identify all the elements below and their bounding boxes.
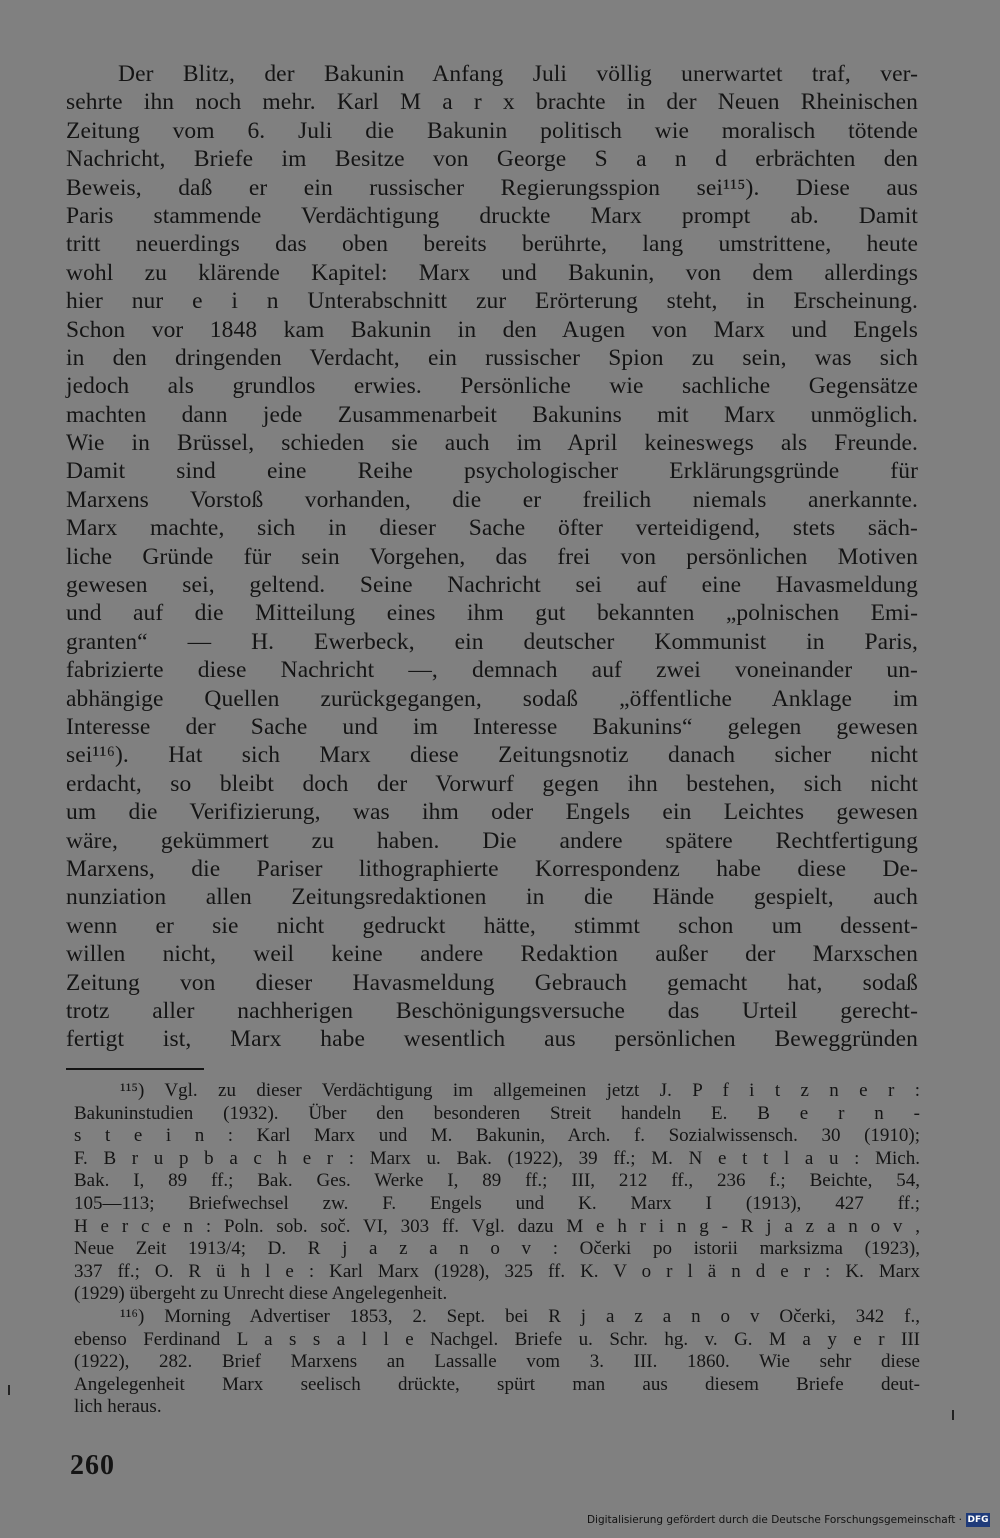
footnotes	[74, 1080, 920, 1419]
scan-artifact	[952, 1410, 954, 1420]
body-line: Schon vor 1848 kam Bakunin in den Augen von Marx und Engels	[66, 316, 918, 343]
dfg-logo: DFG	[967, 1515, 989, 1525]
body-line: Paris stammende Verdächtigung druckte Marx prompt ab. Damit	[66, 202, 918, 229]
body-line: Zeitung von dieser Havasmeldung Gebrauch gemacht hat, sodaß	[66, 969, 918, 996]
footnote-line: s t e i n : Karl Marx und M. Bakunin, Arch. f. Sozialwissensch. 30 (1910);	[74, 1125, 920, 1147]
digitization-credit: Digitalisierung gefördert durch die Deutsche Forschungsgemeinschaft ·	[586, 1514, 962, 1526]
body-line: Interesse der Sache und im Interesse Bakunins“ gelegen gewesen	[66, 713, 918, 740]
footnote-line: ebenso Ferdinand L a s s a l l e Nachgel. Briefe u. Schr. hg. v. G. M a y e r III	[74, 1328, 920, 1350]
footnote-line: lich heraus.	[74, 1396, 162, 1418]
footnote-line: 337 ff.; O. R ü h l e : Karl Marx (1928), 325 ff. K. V o r l ä n d e r : K. Marx	[74, 1260, 920, 1282]
body-line: und auf die Mitteilung eines ihm gut bekannten „polnischen Emi-	[66, 600, 918, 627]
body-line: machten dann jede Zusammenarbeit Bakunins mit Marx unmöglich.	[66, 401, 918, 428]
body-line: sehrte ihn noch mehr. Karl M a r x brachte in der Neuen Rheinischen	[66, 89, 918, 116]
body-line: Marxens, die Pariser lithographierte Korrespondenz habe diese De-	[66, 855, 918, 882]
body-line: sei¹¹⁶). Hat sich Marx diese Zeitungsnotiz danach sicher nicht	[66, 742, 918, 769]
footnote-divider	[66, 1068, 204, 1070]
body-line: wäre, gekümmert zu haben. Die andere spätere Rechtfertigung	[66, 827, 918, 854]
footnote-line: Angelegenheit Marx seelisch drückte, spürt man aus diesem Briefe deut-	[74, 1373, 920, 1395]
body-line: abhängige Quellen zurückgegangen, sodaß „öffentliche Anklage im	[66, 685, 918, 712]
body-line: Marx machte, sich in dieser Sache öfter verteidigend, stets säch-	[66, 515, 918, 542]
footnote-line: (1922), 282. Brief Marxens an Lassalle vom 3. III. 1860. Wie sehr diese	[74, 1351, 920, 1373]
body-line: nunziation allen Zeitungsredaktionen in die Hände gespielt, auch	[66, 884, 918, 911]
body-line: wohl zu klärende Kapitel: Marx und Bakunin, von dem allerdings	[66, 259, 918, 286]
body-line: hier nur e i n Unterabschnitt zur Erörterung steht, in Erscheinung.	[66, 288, 918, 315]
page-number: 260	[70, 1450, 115, 1481]
body-line: Marxens Vorstoß vorhanden, die er freilich niemals anerkannte.	[66, 486, 918, 513]
body-line: trotz aller nachherigen Beschönigungsversuche das Urteil gerecht-	[66, 997, 918, 1024]
footnote-line: H e r c e n : Poln. sob. soč. VI, 303 ff. Vgl. dazu M e h r i n g - R j a z a n o v ,	[74, 1215, 920, 1237]
body-line: Nachricht, Briefe im Besitze von George S a n d erbrächten den	[66, 146, 918, 173]
body-line: Beweis, daß er ein russischer Regierungsspion sei¹¹⁵). Diese aus	[66, 174, 918, 201]
footnote-line: Neue Zeit 1913/4; D. R j a z a n o v : Očerki po istorii marksizma (1923),	[74, 1238, 920, 1260]
body-line: jedoch als grundlos erwies. Persönliche wie sachliche Gegensätze	[66, 373, 918, 400]
body-line: Wie in Brüssel, schieden sie auch im April keineswegs als Freunde.	[66, 430, 918, 457]
body-line: um die Verifizierung, was ihm oder Engels ein Leichtes gewesen	[66, 799, 918, 826]
body-line: granten“ — H. Ewerbeck, ein deutscher Kommunist in Paris,	[66, 628, 918, 655]
body-line: Zeitung vom 6. Juli die Bakunin politisch wie moralisch tötende	[66, 117, 918, 144]
body-line: willen nicht, weil keine andere Redaktion außer der Marxschen	[66, 941, 918, 968]
body-line: wenn er sie nicht gedruckt hätte, stimmt schon um dessent-	[66, 912, 918, 939]
body-line: erdacht, so bleibt doch der Vorwurf gegen ihn bestehen, sich nicht	[66, 770, 918, 797]
footnote-line: Bakuninstudien (1932). Über den besonderen Streit handeln E. B e r n -	[74, 1102, 920, 1124]
footnote-line: 105—113; Briefwechsel zw. F. Engels und K. Marx I (1913), 427 ff.;	[74, 1192, 920, 1214]
body-line: fertigt ist, Marx habe wesentlich aus persönlichen Beweggründen	[66, 1026, 918, 1053]
body-line: tritt neuerdings das oben bereits berührte, lang umstrittene, heute	[66, 231, 918, 258]
scan-artifact	[8, 1385, 10, 1395]
footnote-line: ¹¹⁶) Morning Advertiser 1853, 2. Sept. bei R j a z a n o v Očerki, 342 f.,	[120, 1305, 920, 1327]
body-line: in den dringenden Verdacht, ein russischer Spion zu sein, was sich	[66, 344, 918, 371]
body-line: gewesen sei, geltend. Seine Nachricht sei auf eine Havasmeldung	[66, 572, 918, 599]
footnote-line: (1929) übergeht zu Unrecht diese Angelegenheit.	[74, 1283, 448, 1305]
body-line: Damit sind eine Reihe psychologischer Erklärungsgründe für	[66, 458, 918, 485]
footnote-line: Bak. I, 89 ff.; Bak. Ges. Werke I, 89 ff.; III, 212 ff., 236 f.; Beichte, 54,	[74, 1170, 920, 1192]
footnote-line: ¹¹⁵) Vgl. zu dieser Verdächtigung im allgemeinen jetzt J. P f i t z n e r :	[120, 1080, 920, 1101]
body-line: Der Blitz, der Bakunin Anfang Juli völlig unerwartet traf, ver-	[118, 61, 918, 87]
body-text	[66, 60, 918, 1054]
body-line: fabrizierte diese Nachricht —, demnach auf zwei voneinander un-	[66, 657, 918, 684]
body-line: liche Gründe für sein Vorgehen, das frei von persönlichen Motiven	[66, 543, 918, 570]
footnote-line: F. B r u p b a c h e r : Marx u. Bak. (1922), 39 ff.; M. N e t t l a u : Mich.	[74, 1147, 920, 1169]
